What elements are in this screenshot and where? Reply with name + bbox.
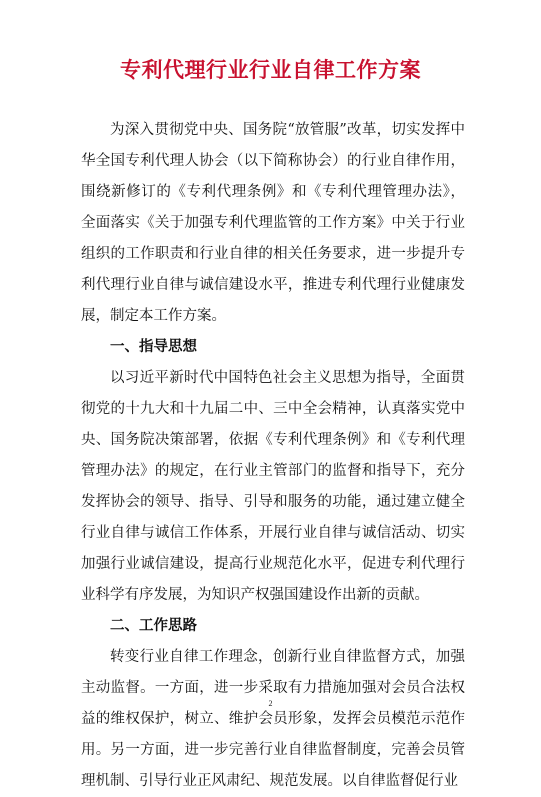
document-title: 专利代理行业行业自律工作方案	[120, 58, 421, 82]
section-heading-work-approach: 二、工作思路	[110, 618, 197, 634]
guiding-principle-paragraph: 以习近平新时代中国特色社会主义思想为指导，全面贯彻党的十九大和十九届二中、三中全会精神，认真落实党中央、国务院决策部署，依据《专利代理条例》和《专利代理管理办法》的规定，在行业主管部门的监督和指导下，充分发挥协会的领导、指导、引导和服务的功能，通过建立健全行业自律与诚信工作体系，开展行业自律与诚信活动、切实加强行业诚信建设，提高行业规范化水平，促进专利代理行业科学有序发展，为知识产权强国建设作出新的贡献。	[81, 370, 465, 603]
document-body	[81, 115, 465, 797]
page-number: 2	[268, 699, 273, 708]
section-heading-guiding-principle: 一、指导思想	[110, 339, 197, 355]
work-approach-paragraph: 转变行业自律工作理念，创新行业自律监督方式，加强主动监督。一方面，进一步采取有力措施加强对会员合法权益的维权保护，树立、维护会员形象，发挥会员模范示范作用。另一方面，进一步完善行业自律监督制度，完善会员管理机制、引导行业正风肃纪、规范发展。以自律监督促行业	[81, 649, 465, 789]
intro-paragraph: 为深入贯彻党中央、国务院“放管服”改革，切实发挥中华全国专利代理人协会（以下简称协会）的行业自律作用，围绕新修订的《专利代理条例》和《专利代理管理办法》，全面落实《关于加强专利代理监管的工作方案》中关于行业组织的工作职责和行业自律的相关任务要求，进一步提升专利代理行业自律与诚信建设水平，推进专利代理行业健康发展，制定本工作方案。	[81, 122, 465, 324]
